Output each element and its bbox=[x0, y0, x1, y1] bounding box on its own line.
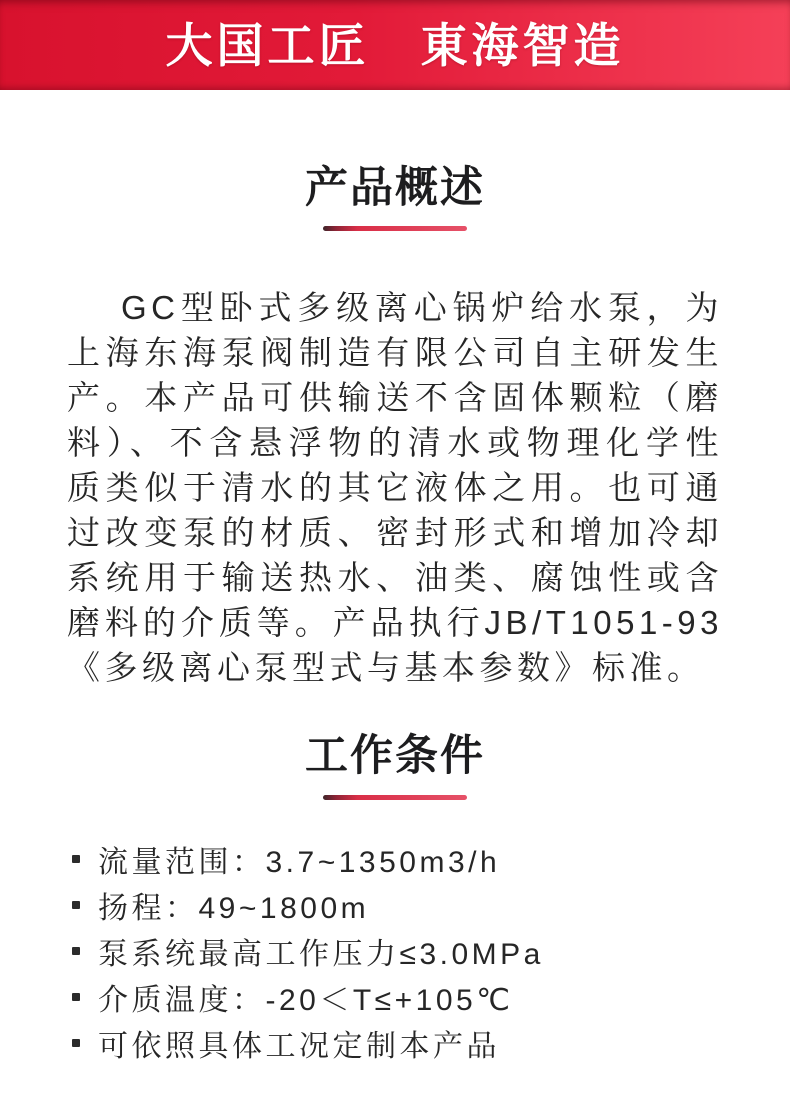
spec-item-flow-range bbox=[72, 836, 760, 882]
spec-item-text: 扬程：49~1800m bbox=[98, 891, 370, 925]
bullet-dot-icon bbox=[72, 993, 80, 1001]
title-underline bbox=[323, 795, 467, 800]
spec-item-text: 泵系统最高工作压力≤3.0MPa bbox=[98, 937, 544, 971]
bullet-dot-icon bbox=[72, 901, 80, 909]
spec-item-customization bbox=[72, 1020, 760, 1066]
section-overview bbox=[0, 164, 790, 690]
conditions-section-title: 工作条件 bbox=[305, 732, 485, 781]
title-underline bbox=[323, 226, 467, 231]
section-conditions bbox=[0, 732, 790, 1065]
bullet-dot-icon bbox=[72, 1039, 80, 1047]
bullet-dot-icon bbox=[72, 947, 80, 955]
banner-title: 大国工匠 東海智造 bbox=[165, 18, 625, 72]
spec-item-text: 流量范围：3.7~1350m3/h bbox=[98, 845, 501, 879]
overview-paragraph: GC型卧式多级离心锅炉给水泵，为上海东海泵阀制造有限公司自主研发生产。本产品可供输送不含固体颗粒（磨料）、不含悬浮物的清水或物理化学性质类似于清水的其它液体之用。也可通过改变泵的材质、密封形式和增加冷却系统用于输送热水、油类、腐蚀性或含磨料的介质等。产品执行JB/T1051-93《多级离心泵型式与基本参数》标准。 bbox=[67, 289, 723, 687]
spec-item-text: 可依照具体工况定制本产品 bbox=[98, 1029, 500, 1063]
brand-banner bbox=[0, 0, 790, 90]
spec-item-text: 介质温度：-20＜T≤+105℃ bbox=[98, 983, 514, 1017]
spec-item-medium-temperature bbox=[72, 974, 760, 1020]
overview-section-title: 产品概述 bbox=[305, 164, 485, 212]
spec-item-head bbox=[72, 882, 760, 928]
bullet-dot-icon bbox=[72, 855, 80, 863]
spec-item-max-pressure bbox=[72, 928, 760, 974]
spec-list bbox=[0, 836, 790, 1066]
